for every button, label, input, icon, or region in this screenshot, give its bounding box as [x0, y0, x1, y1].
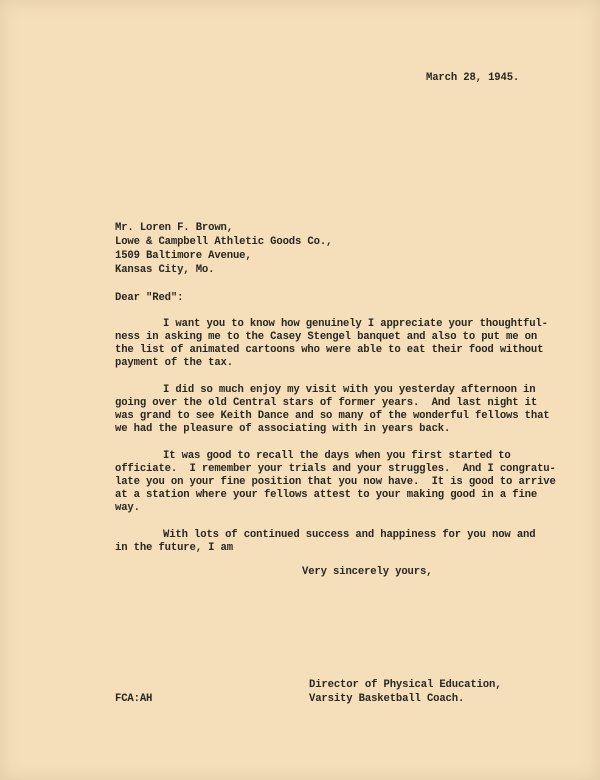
body-line: officiate. I remember your trials and your struggles. And I congratu-	[115, 463, 556, 475]
address-line: Mr. Loren F. Brown,	[115, 222, 233, 234]
body-line: the list of animated cartoons who were able to eat their food without	[115, 344, 544, 356]
signature-title-line: Varsity Basketball Coach.	[309, 693, 465, 705]
body-line: I did so much enjoy my visit with you yesterday afternoon in	[163, 384, 536, 396]
address-line: Kansas City, Mo.	[115, 264, 215, 276]
body-line: With lots of continued success and happiness for you now and	[163, 529, 536, 541]
signature-title-line: Director of Physical Education,	[309, 679, 502, 691]
body-line: payment of the tax.	[115, 357, 233, 369]
body-line: way.	[115, 502, 140, 514]
body-line: we had the pleasure of associating with in years back.	[115, 423, 451, 435]
body-line: ness in asking me to the Casey Stengel banquet and also to put me on	[115, 331, 538, 343]
body-line: I want you to know how genuinely I appreciate your thoughtful-	[163, 318, 548, 330]
salutation: Dear "Red":	[115, 292, 184, 304]
body-line: late you on your fine position that you now have. It is good to arrive	[115, 476, 556, 488]
complimentary-close: Very sincerely yours,	[302, 566, 433, 578]
letter-date: March 28, 1945.	[426, 72, 520, 84]
address-line: 1509 Baltimore Avenue,	[115, 250, 252, 262]
body-line: It was good to recall the days when you first started to	[163, 450, 511, 462]
body-line: was grand to see Keith Dance and so many of the wonderful fellows that	[115, 410, 550, 422]
body-line: at a station where your fellows attest to your making good in a fine	[115, 489, 538, 501]
body-line: going over the old Central stars of former years. And last night it	[115, 397, 538, 409]
reference-initials: FCA:AH	[115, 693, 153, 705]
address-line: Lowe & Campbell Athletic Goods Co.,	[115, 236, 333, 248]
body-line: in the future, I am	[115, 542, 233, 554]
